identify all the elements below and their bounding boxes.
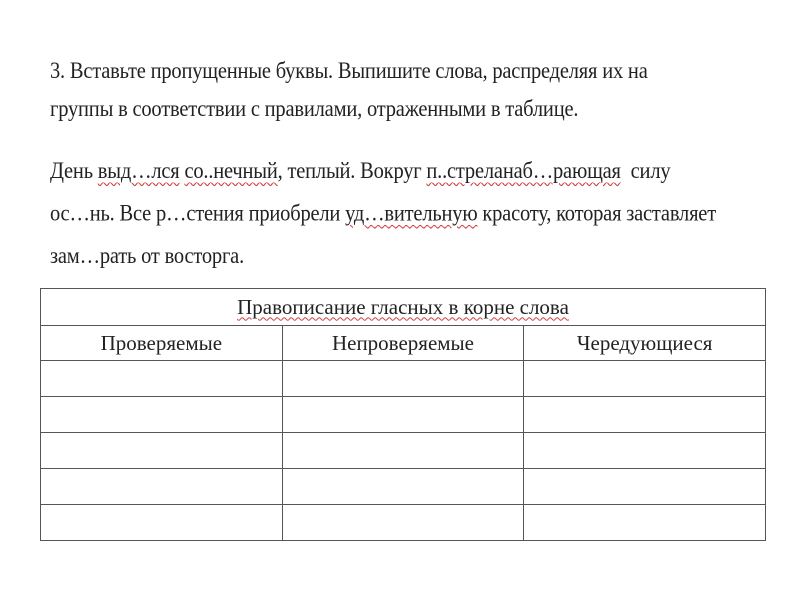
table-cell[interactable] [282, 361, 524, 397]
exercise-line-2 [50, 193, 762, 236]
task-line-1: 3. Вставьте пропущенные буквы. Выпишите слова, распределяя их на [50, 58, 648, 84]
table-title [41, 289, 766, 326]
table-row [41, 361, 766, 397]
table-cell[interactable] [41, 361, 283, 397]
table-title-text: Правописание гласных в корне слова [237, 294, 569, 319]
table-cell[interactable] [524, 505, 766, 541]
exercise-word-ud-vitelnuyu: уд…вительную [345, 201, 478, 227]
table-cell[interactable] [41, 397, 283, 433]
exercise-text [50, 150, 762, 278]
exercise-line-1 [50, 150, 762, 193]
table-cell[interactable] [524, 361, 766, 397]
table-cell[interactable] [524, 469, 766, 505]
column-header-unchecked: Непроверяемые [282, 326, 524, 361]
column-header-alternating: Чередующиеся [524, 326, 766, 361]
task-line-2: группы в соответствии с правилами, отраженными в таблице. [50, 96, 579, 122]
table-cell[interactable] [282, 505, 524, 541]
exercise-line-1-part-g: силу [620, 158, 671, 184]
table-cell[interactable] [282, 397, 524, 433]
exercise-word-pestrelanab-rayushaya: п..стреланаб…рающая [426, 158, 621, 184]
column-header-checked: Проверяемые [41, 326, 283, 361]
exercise-line-2-part-a: ос…нь. Все р…стения приобрели [50, 201, 346, 227]
table-row [41, 505, 766, 541]
table-cell[interactable] [524, 397, 766, 433]
exercise-line-3: зам…рать от восторга. [50, 244, 245, 269]
table-cell[interactable] [41, 433, 283, 469]
table-cell[interactable] [524, 433, 766, 469]
table-cell[interactable] [41, 469, 283, 505]
exercise-line-1-part-e: , теплый. Вокруг [277, 158, 427, 184]
table-cell[interactable] [282, 433, 524, 469]
table-cell[interactable] [282, 469, 524, 505]
table-cell[interactable] [41, 505, 283, 541]
exercise-word-so-nechny: со..нечный [184, 158, 278, 184]
table-row [41, 469, 766, 505]
vowel-spelling-table [40, 288, 766, 541]
table-row [41, 433, 766, 469]
exercise-line-2-part-c: красоту, которая заставляет [477, 201, 716, 227]
exercise-word-vyd-lsya: выд…лся [97, 158, 180, 184]
exercise-line-1-part-a: День [50, 158, 98, 184]
task-instruction [50, 52, 762, 128]
table-row [41, 397, 766, 433]
